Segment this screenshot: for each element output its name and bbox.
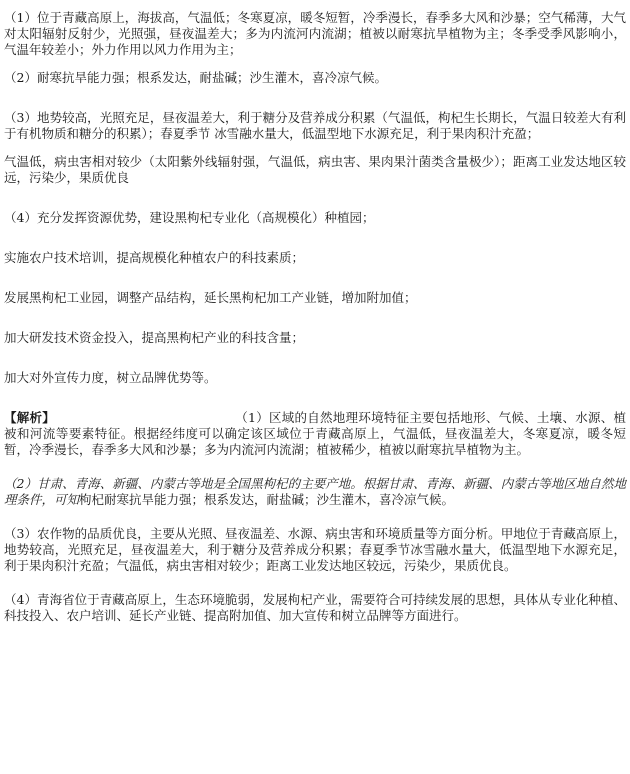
answer-part-4-research: 加大研发技术资金投入，提高黑枸杞产业的科技含量； <box>4 330 305 345</box>
answer-part-4-promotion: 加大对外宣传力度，树立品牌优势等。 <box>4 370 217 385</box>
analysis-paragraph-1 <box>4 410 626 458</box>
analysis-paragraph-3: （3）农作物的品质优良，主要从光照、昼夜温差、水源、病虫害和环境质量等方面分析。甲地位于青藏高原上，地势较高，光照充足，昼夜温差大，利于糖分及营养成分积累；春夏季节冰雪融水量大，低温型地下水源充足，利于果肉积汁充盈；气温低，病虫害相对较少；距离工业发达地区较远，污染少，果质优良。 <box>4 526 626 573</box>
answer-part-4-training: 实施农户技术培训，提高规模化种植农户的科技素质； <box>4 250 305 265</box>
analysis-tag: 【解析】 <box>4 410 56 425</box>
answer-part-1: （1）位于青藏高原上，海拔高，气温低；冬寒夏凉，暖冬短暂，冷季漫长，春季多大风和沙暴；空气稀薄，大气对太阳辐射反射少，光照强，昼夜温差大；多为内流河内流湖；植被以耐寒抗旱植物为主；冬季受季风影响小，气温年较差小；外力作用以风力作用为主； <box>4 10 626 57</box>
answer-part-4-industry: 发展黑枸杞工业园，调整产品结构，延长黑枸杞加工产业链，增加附加值； <box>4 290 417 305</box>
answer-part-2: （2）耐寒抗旱能力强；根系发达，耐盐碱；沙生灌木，喜冷凉气候。 <box>4 70 387 85</box>
answer-part-4: （4）充分发挥资源优势，建设黑枸杞专业化（高规模化）种植园； <box>4 210 375 225</box>
answer-part-3: （3）地势较高，光照充足，昼夜温差大，利于糖分及营养成分积累（气温低，枸杞生长期长，气温日较差大有利于有机物质和糖分的积累）；春夏季节 冰雪融水量大，低温型地下水源充足，利于果肉积汁充盈； <box>4 110 626 141</box>
analysis-paragraph-2 <box>4 476 626 508</box>
answer-part-3-continued: 气温低，病虫害相对较少（太阳紫外线辐射强，气温低，病虫害、果肉果汁菌类含量极少）；距离工业发达地区较远，污染少，果质优良 <box>4 154 626 185</box>
analysis-text-2-rest: 枸杞耐寒抗旱能力强；根系发达，耐盐碱；沙生灌木，喜冷凉气候。 <box>79 492 455 507</box>
analysis-text-1: （1）区域的自然地理环境特征主要包括地形、气候、土壤、水源、植被和河流等要素特征。根据经纬度可以确定该区域位于青藏高原上，气温低，昼夜温差大，冬寒夏凉，暖冬短暂，冷季漫长，春季多大风和沙暴；多为内流河内流湖；植被稀少，植被以耐寒抗旱植物为主。 <box>4 410 626 457</box>
analysis-text-2-handwritten: （2）甘肃、青海、新疆、内蒙古等地是全国黑枸杞的主要产地。根据甘肃、青海、新疆、内蒙古等地区地自然地理条件，可知 <box>4 476 626 507</box>
analysis-paragraph-4: （4）青海省位于青藏高原上，生态环境脆弱，发展枸杞产业，需要符合可持续发展的思想，具体从专业化种植、科技投入、农户培训、延长产业链、提高附加值、加大宣传和树立品牌等方面进行。 <box>4 592 626 623</box>
